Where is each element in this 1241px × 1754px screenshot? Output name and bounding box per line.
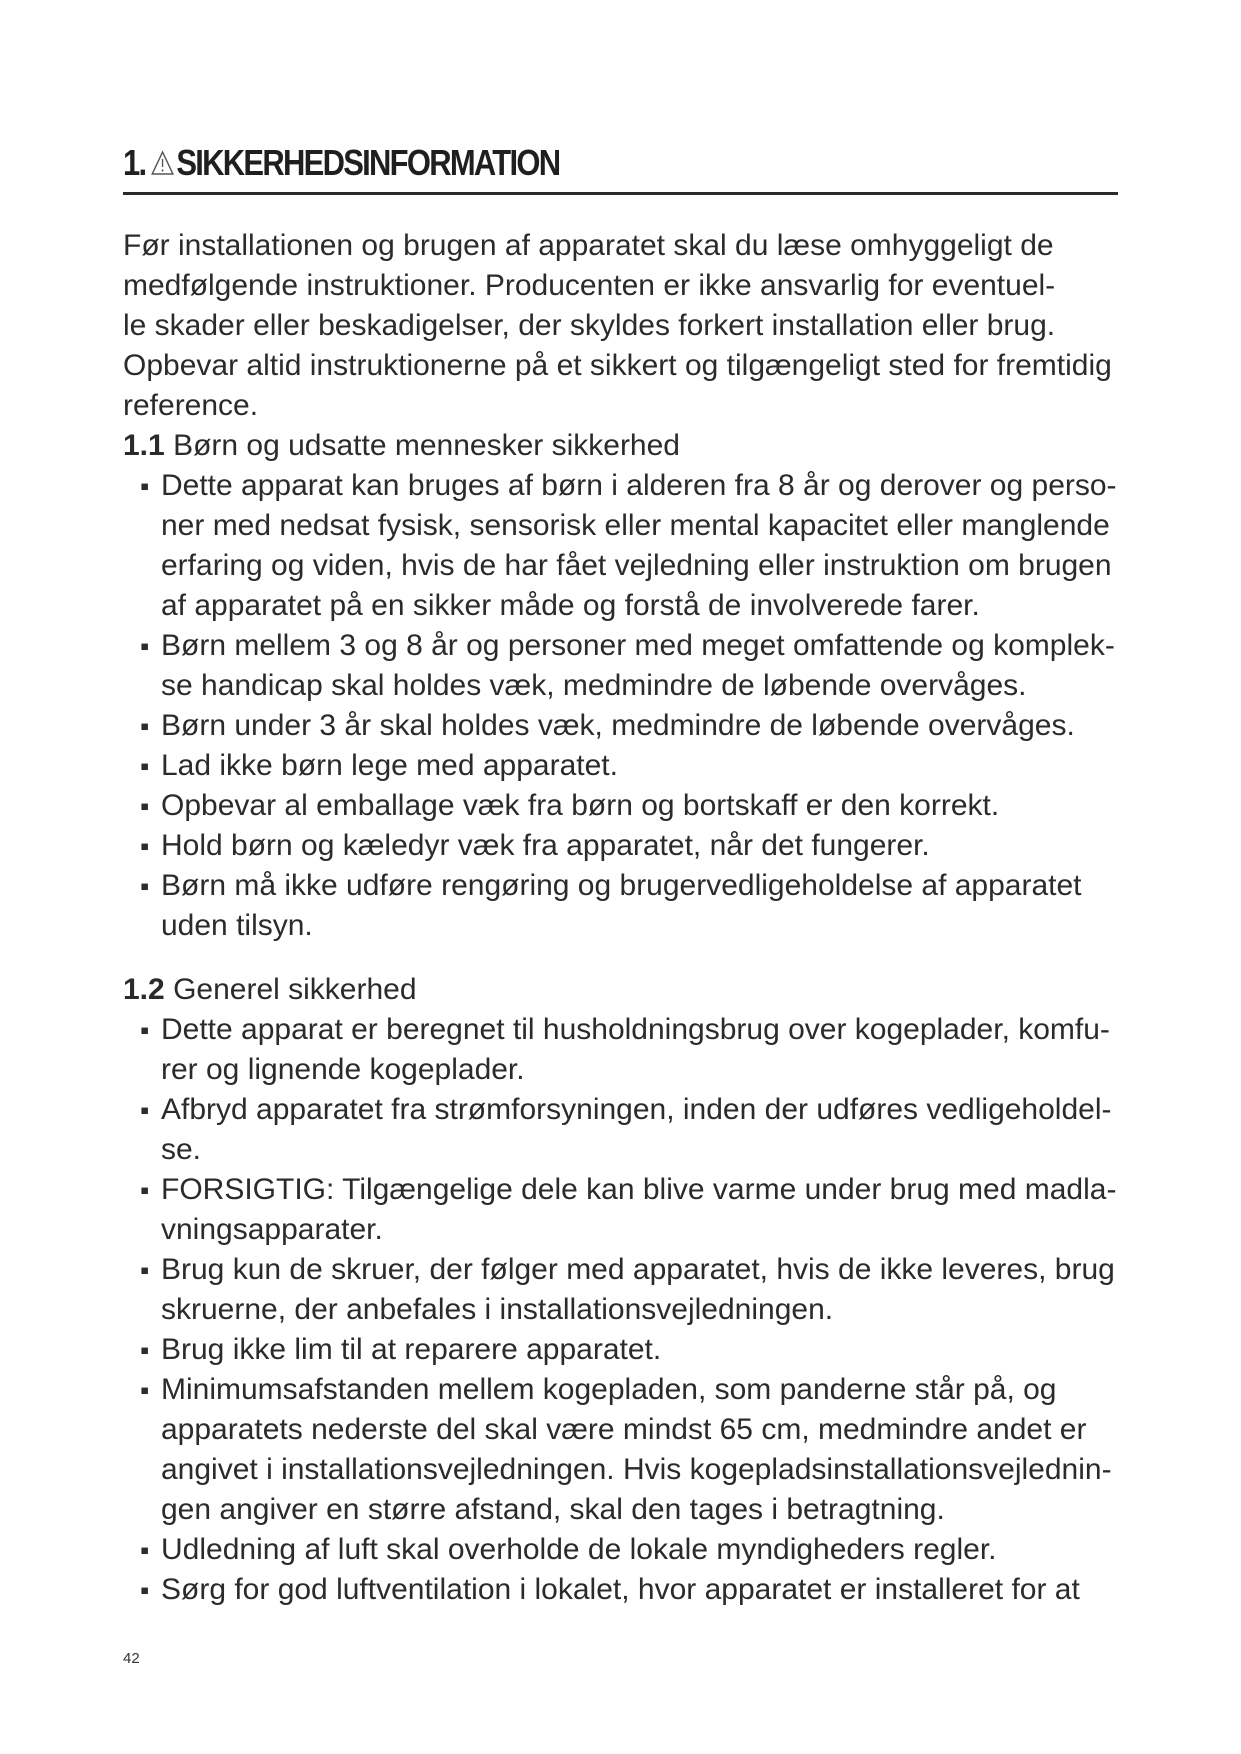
item-line: angivet i installationsvejledningen. Hvis kogepladsinstallationsvejlednin- <box>161 1453 1112 1486</box>
item-line: vningsapparater. <box>161 1213 383 1246</box>
item-line: erfaring og viden, hvis de har fået vejledning eller instruktion om brugen <box>161 549 1112 582</box>
list-item <box>123 746 1123 786</box>
intro-line: Opbevar altid instruktionerne på et sikkert og tilgængeligt sted for fremtidig <box>123 349 1112 382</box>
subsection-label: Børn og udsatte mennesker sikkerhed <box>173 429 680 462</box>
item-line: gen angiver en større afstand, skal den tages i betragtning. <box>161 1493 945 1526</box>
item-line: ▪ Hold børn og kæledyr væk fra apparatet, når det fungerer. <box>161 829 930 862</box>
item-line: uden tilsyn. <box>161 909 313 942</box>
item-line: se handicap skal holdes væk, medmindre de løbende overvåges. <box>161 669 1027 702</box>
intro-line: medfølgende instruktioner. Producenten er ikke ansvarlig for eventuel- <box>123 269 1056 302</box>
bullet-list <box>123 1010 1123 1610</box>
item-line: ▪ Afbryd apparatet fra strømforsyningen, inden der udføres vedligeholdel- <box>161 1093 1112 1126</box>
item-line: ▪ Dette apparat er beregnet til husholdningsbrug over kogeplader, komfu- <box>161 1013 1110 1046</box>
item-line: ▪ Brug kun de skruer, der følger med apparatet, hvis de ikke leveres, brug <box>161 1253 1115 1286</box>
heading-number: 1. <box>123 142 146 183</box>
subsection-number: 1.1 <box>123 429 165 462</box>
subsection-title <box>123 426 1123 466</box>
list-item <box>123 466 1123 626</box>
list-item <box>123 1330 1123 1370</box>
item-line: skruerne, der anbefales i installationsvejledningen. <box>161 1293 834 1326</box>
item-line: ▪ Sørg for god luftventilation i lokalet, hvor apparatet er installeret for at <box>161 1573 1080 1606</box>
subsection-title <box>123 970 1123 1010</box>
item-line: ▪ Brug ikke lim til at reparere apparatet. <box>161 1333 662 1366</box>
heading-title: SIKKERHEDSINFORMATION <box>176 142 560 183</box>
list-item <box>123 1370 1123 1530</box>
list-item <box>123 706 1123 746</box>
warning-triangle-icon <box>151 150 175 176</box>
item-line: ▪ Lad ikke børn lege med apparatet. <box>161 749 618 782</box>
list-item <box>123 1170 1123 1250</box>
page-number: 42 <box>123 1650 140 1667</box>
heading-rule <box>123 192 1118 195</box>
item-line: ▪ Børn må ikke udføre rengøring og brugervedligeholdelse af apparatet <box>161 869 1082 902</box>
list-item <box>123 1090 1123 1170</box>
item-line: rer og lignende kogeplader. <box>161 1053 525 1086</box>
intro-line: le skader eller beskadigelser, der skyldes forkert installation eller brug. <box>123 309 1056 342</box>
list-item <box>123 1010 1123 1090</box>
item-line: ▪ Minimumsafstanden mellem kogepladen, som panderne står på, og <box>161 1373 1057 1406</box>
item-line: se. <box>161 1133 202 1166</box>
subsection-number: 1.2 <box>123 973 165 1006</box>
intro-line: Før installationen og brugen af apparatet skal du læse omhyggeligt de <box>123 229 1054 262</box>
subsection-label: Generel sikkerhed <box>173 973 417 1006</box>
item-line: af apparatet på en sikker måde og forstå de involverede farer. <box>161 589 980 622</box>
item-line: ▪ Opbevar al emballage væk fra børn og bortskaff er den korrekt. <box>161 789 1000 822</box>
list-item <box>123 866 1123 946</box>
list-item <box>123 826 1123 866</box>
intro-paragraph <box>123 226 1123 426</box>
main-content <box>123 226 1123 1610</box>
list-item <box>123 786 1123 826</box>
list-item <box>123 1530 1123 1570</box>
list-item <box>123 1250 1123 1330</box>
list-item <box>123 1570 1123 1610</box>
item-line: ▪ Udledning af luft skal overholde de lokale myndigheders regler. <box>161 1533 997 1566</box>
item-line: ▪ FORSIGTIG: Tilgængelige dele kan blive varme under brug med madla- <box>161 1173 1117 1206</box>
intro-line: reference. <box>123 389 259 422</box>
bullet-list <box>123 466 1123 946</box>
list-item <box>123 626 1123 706</box>
section-heading <box>123 138 559 188</box>
spacer <box>123 946 1123 970</box>
item-line: ▪ Børn mellem 3 og 8 år og personer med meget omfattende og komplek- <box>161 629 1115 662</box>
item-line: ner med nedsat fysisk, sensorisk eller mental kapacitet eller manglende <box>161 509 1110 542</box>
item-line: ▪ Dette apparat kan bruges af børn i alderen fra 8 år og derover og perso- <box>161 469 1117 502</box>
item-line: ▪ Børn under 3 år skal holdes væk, medmindre de løbende overvåges. <box>161 709 1075 742</box>
item-line: apparatets nederste del skal være mindst 65 cm, medmindre andet er <box>161 1413 1087 1446</box>
